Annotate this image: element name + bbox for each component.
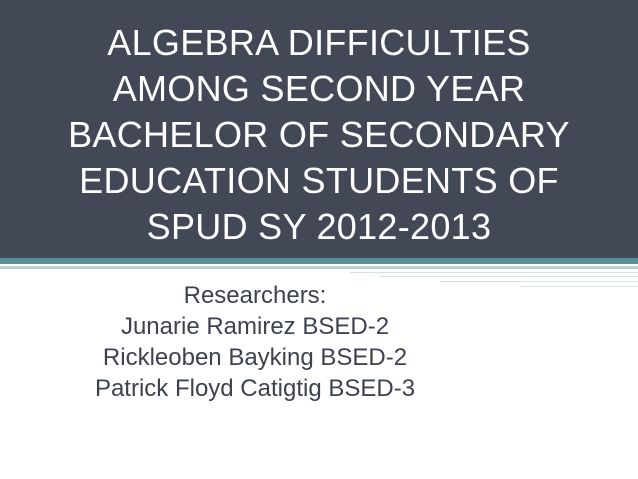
decorative-line (440, 281, 638, 282)
accent-stripe-thin (350, 272, 638, 273)
accent-stripe-light (0, 266, 638, 269)
decorative-line (380, 276, 638, 277)
researchers-block (60, 280, 450, 404)
researcher-name: Patrick Floyd Catigtig BSED-3 (94, 375, 416, 402)
researchers-heading: Researchers: (183, 282, 327, 309)
accent-stripe (0, 258, 638, 264)
decorative-line (520, 286, 638, 287)
slide-title: ALGEBRA DIFFICULTIES AMONG SECOND YEAR BACHELOR OF SECONDARY EDUCATION STUDENTS OF SPUD SY 2012-2013 (68, 22, 570, 247)
researcher-name: Rickleoben Bayking BSED-2 (102, 344, 408, 371)
researcher-name: Junarie Ramirez BSED-2 (120, 313, 390, 340)
